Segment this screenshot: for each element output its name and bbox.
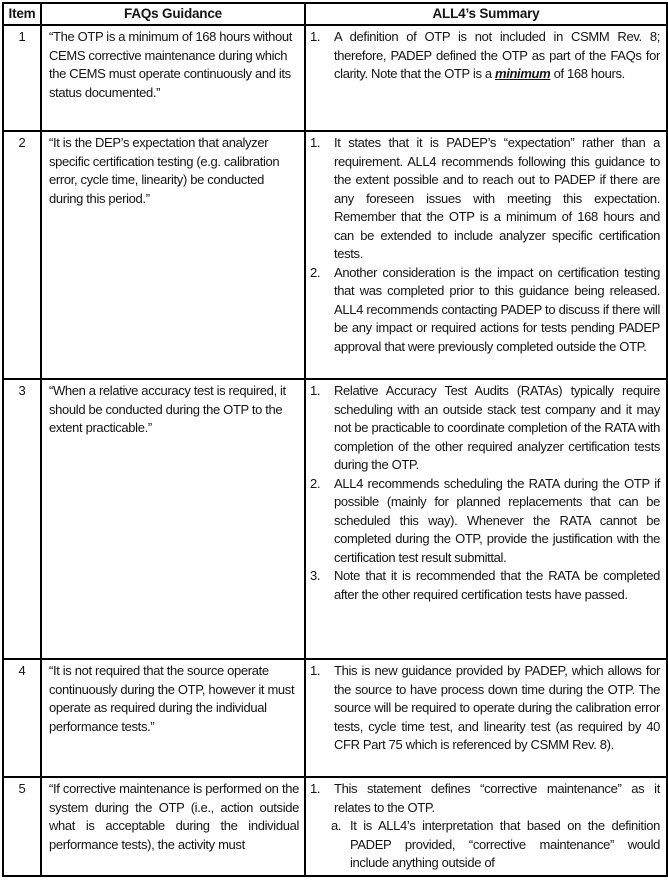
guidance-cell: “If corrective maintenance is performed on the system during the OTP (i.e., action outside what is acceptable during the individual performance tests), the activity must [41, 777, 305, 876]
guidance-cell: “It is the DEP’s expectation that analyzer specific certification testing (e.g. calibration error, cycle time, linearity) be conducted during this period.” [41, 131, 305, 379]
header-row [3, 3, 667, 25]
entry-text [334, 662, 660, 755]
entry-number: 2. [310, 475, 321, 491]
summary-cell [305, 379, 667, 659]
entry-text [334, 382, 660, 475]
entry-number: 2. [310, 264, 321, 280]
table-row [3, 777, 667, 876]
entry-text [334, 28, 660, 84]
header-item: Item [3, 3, 41, 25]
text-segment: This statement defines “corrective maintenance” as it relates to the OTP. [334, 781, 660, 815]
entry-text [334, 134, 660, 264]
table-row [3, 659, 667, 777]
item-cell: 2 [3, 131, 41, 379]
text-segment: Relative Accuracy Test Audits (RATAs) typically require scheduling with an outside stack test company and it may not be practicable to coordinate completion of the RATA with completion of the other required analyzer certification tests during the OTP. [334, 383, 660, 472]
table-body [3, 25, 667, 876]
text-segment: It states that it is PADEP’s “expectation” rather than a requirement. ALL4 recommends following this guidance to the extent possible and to reach out to PADEP if there are any foreseen issues with meeting this expectation. Remember that the OTP is a minimum of 168 hours and can be extended to include analyzer specific certification tests. [334, 135, 660, 261]
text-segment: It is ALL4’s interpretation that based on the definition PADEP provided, “corrective maintenance” would include anything outside of [350, 818, 660, 870]
faq-guidance-table [2, 2, 668, 877]
text-segment: Note that it is recommended that the RATA be completed after the other required certification tests have passed. [334, 568, 660, 602]
text-segment: This is new guidance provided by PADEP, which allows for the source to have process down time during the OTP. The source will be required to operate during the calibration error tests, cycle time test, and linearity test (as required by 40 CFR Part 75 which is referenced by CSMM Rev. 8). [334, 663, 660, 752]
summary-entry [310, 662, 660, 755]
guidance-cell: “When a relative accuracy test is required, it should be conducted during the OTP to the extent practicable.” [41, 379, 305, 659]
item-cell: 3 [3, 379, 41, 659]
text-segment: A definition of OTP is not included in CSMM Rev. 8; therefore, PADEP defined the OTP as part of the FAQs for clarity. Note that the OTP is a [334, 29, 660, 81]
summary-entry [310, 780, 660, 817]
entry-text [350, 817, 660, 873]
text-segment: of 168 hours. [550, 66, 625, 81]
guidance-cell: “It is not required that the source operate continuously during the OTP, however it must operate as required during the individual performance tests.” [41, 659, 305, 777]
text-segment: ALL4 recommends scheduling the RATA during the OTP if possible (mainly for planned replacements that can be scheduled this way). Whenever the RATA cannot be completed during the OTP, provide the justification with the certification test result submittal. [334, 475, 660, 565]
entry-number: a. [331, 818, 342, 833]
entry-text [334, 567, 660, 604]
entry-number: 3. [310, 568, 321, 583]
header-all4-summary: ALL4’s Summary [305, 3, 667, 25]
summary-entry [310, 28, 660, 84]
summary-entry [310, 264, 660, 357]
entry-text [334, 264, 660, 357]
table-row [3, 25, 667, 131]
summary-entry [310, 134, 660, 264]
table-header [3, 3, 667, 25]
summary-entry [310, 382, 660, 475]
item-cell: 5 [3, 777, 41, 876]
summary-entry [310, 817, 660, 873]
summary-cell [305, 777, 667, 876]
entry-number: 1. [310, 135, 321, 150]
table-row [3, 131, 667, 379]
text-segment: Another consideration is the impact on certification testing that was completed prior to this guidance being released. ALL4 recommends contacting PADEP to discuss if there will be any impact or required actions for tests pending PADEP approval that were previously completed outside the OTP. [334, 264, 660, 354]
entry-text [334, 780, 660, 817]
summary-entry [310, 475, 660, 568]
guidance-cell: “The OTP is a minimum of 168 hours without CEMS corrective maintenance during which the CEMS must operate continuously and its status documented.” [41, 25, 305, 131]
entry-text [334, 475, 660, 568]
entry-number: 1. [310, 781, 321, 796]
table-row [3, 379, 667, 659]
summary-entry [310, 567, 660, 604]
item-cell: 1 [3, 25, 41, 131]
entry-number: 1. [310, 383, 321, 398]
header-faqs-guidance: FAQs Guidance [41, 3, 305, 25]
summary-cell [305, 659, 667, 777]
summary-cell [305, 25, 667, 131]
summary-cell [305, 131, 667, 379]
entry-number: 1. [310, 29, 321, 44]
emphasis-text: minimum [495, 66, 551, 81]
entry-number: 1. [310, 663, 321, 678]
item-cell: 4 [3, 659, 41, 777]
